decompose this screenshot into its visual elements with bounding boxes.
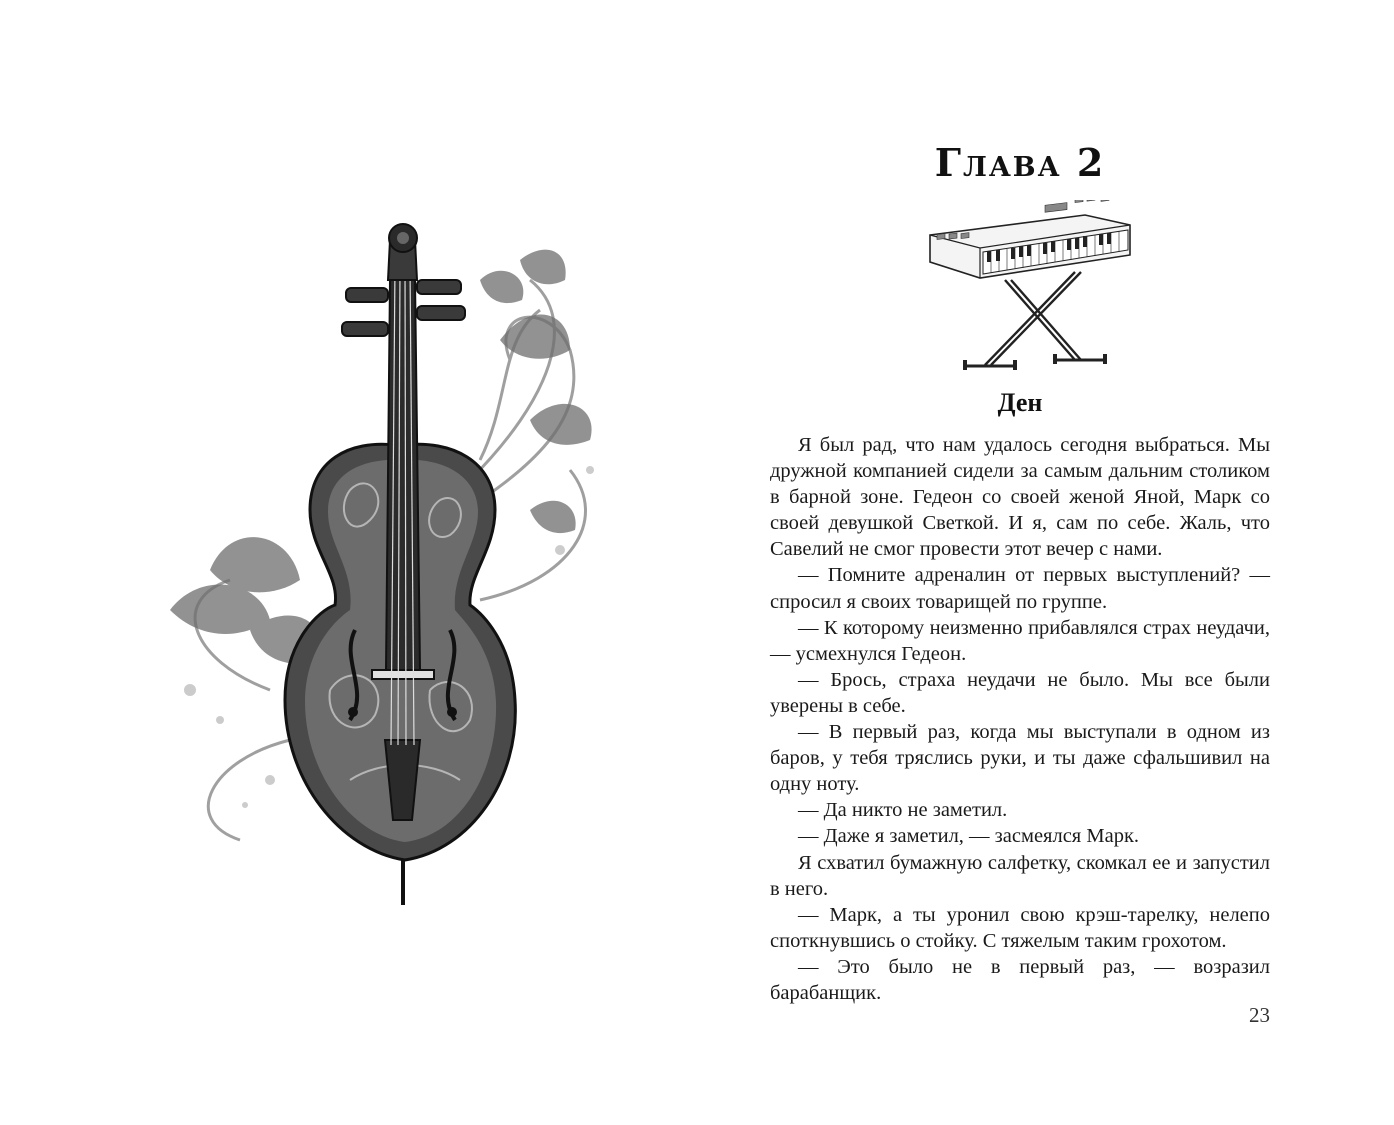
- right-page: [740, 0, 1300, 1125]
- narrator-name: Ден: [997, 388, 1043, 417]
- chapter-body-text: [770, 432, 1270, 1006]
- paragraph: — Да никто не заметил.: [798, 799, 1008, 822]
- paragraph: — Марк, а ты уронил свою крэш-тарелку, нелепо споткнувшись о стойку. С тяжелым таким грохотом.: [770, 903, 1270, 952]
- chapter-title: Глава 2: [934, 140, 1106, 185]
- paragraph: — Помните адреналин от первых выступлений? — спросил я своих товарищей по группе.: [770, 564, 1270, 613]
- paragraph: — Даже я заметил, — засмеялся Марк.: [798, 825, 1140, 848]
- paragraph: — К которому неизменно прибавлялся страх неудачи, — усмехнулся Гедеон.: [770, 616, 1270, 665]
- violin-illustration: [150, 220, 620, 920]
- page-number: 23: [1249, 1003, 1270, 1027]
- paragraph: Я схватил бумажную салфетку, скомкал ее и запустил в него.: [770, 851, 1270, 900]
- paragraph: — Это было не в первый раз, — возразил барабанщик.: [770, 955, 1270, 1004]
- paragraph: Я был рад, что нам удалось сегодня выбраться. Мы дружной компанией сидели за самым дальним столиком в барной зоне. Гедеон со своей женой Яной, Марк со своей девушкой Светкой. И я, сам по себе. Жаль, что Савелий не смог провести этот вечер с нами.: [770, 434, 1270, 561]
- paragraph: — Брось, страха неудачи не было. Мы все были уверены в себе.: [770, 668, 1270, 717]
- paragraph: — В первый раз, когда мы выступали в одном из баров, у тебя тряслись руки, и ты даже сфальшивил на одну ноту.: [770, 721, 1270, 796]
- synthesizer-keyboard-illustration: [925, 200, 1135, 380]
